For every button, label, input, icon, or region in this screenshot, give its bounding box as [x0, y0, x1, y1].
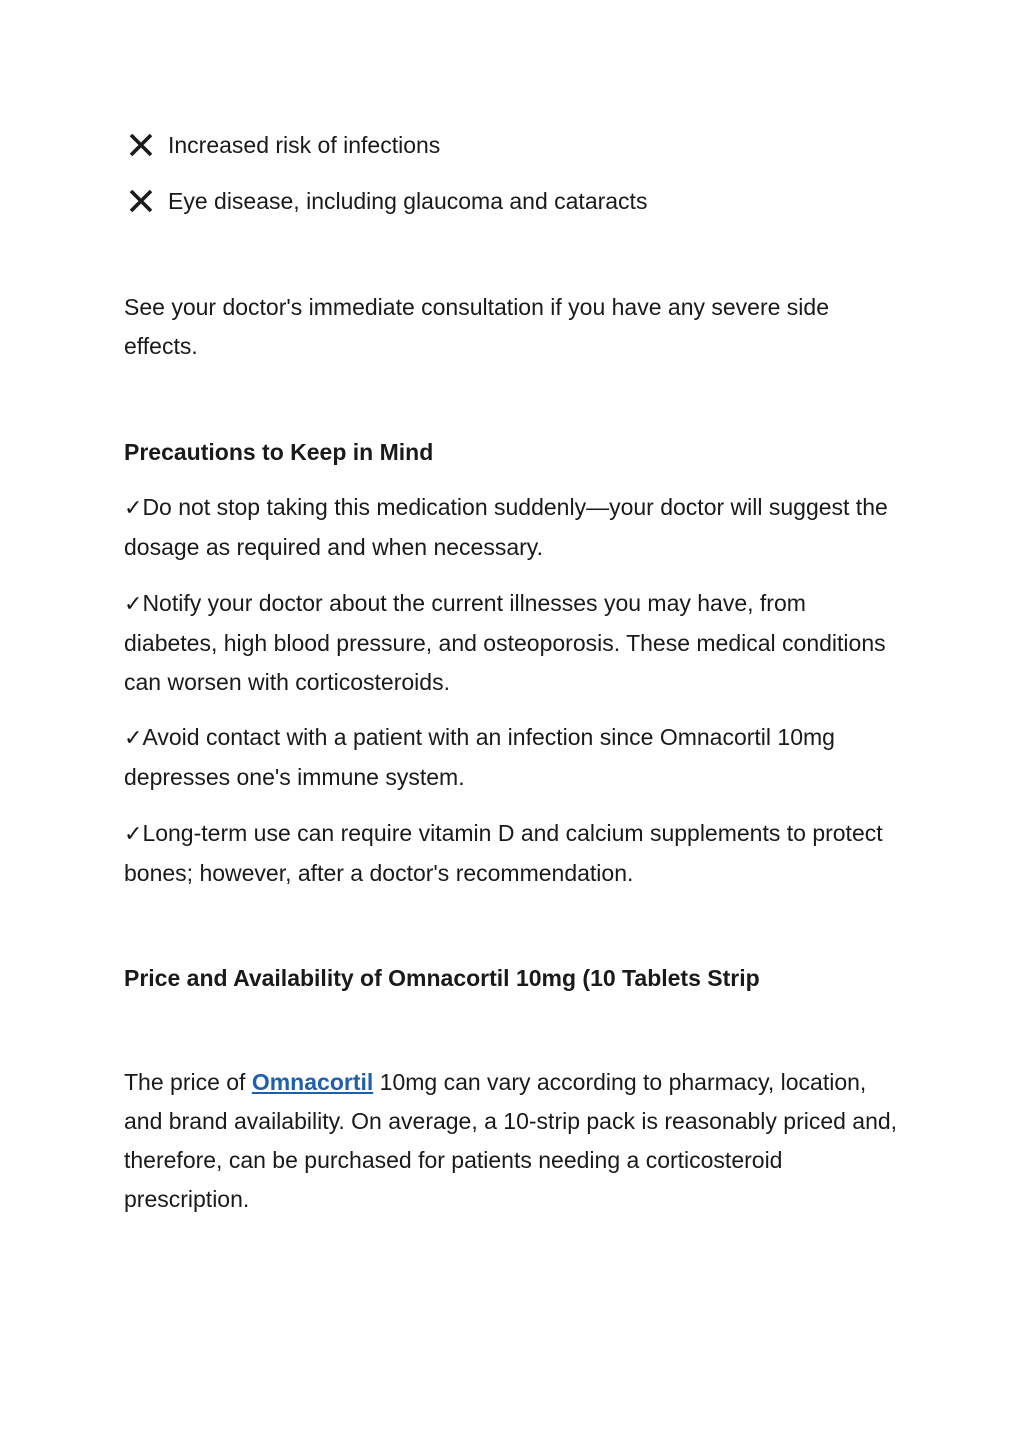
precaution-item [124, 488, 904, 567]
cross-mark-icon [128, 188, 154, 214]
precaution-text: Notify your doctor about the current illnesses you may have, from diabetes, high blood pressure, and osteoporosis. These medical conditions can worsen with corticosteroids. [124, 590, 886, 695]
precaution-item [124, 584, 904, 702]
precaution-text: Avoid contact with a patient with an infection since Omnacortil 10mg depresses one's immune system. [124, 724, 835, 790]
side-effect-text: Increased risk of infections [168, 132, 441, 158]
side-effect-item [128, 186, 647, 216]
precautions-heading: Precautions to Keep in Mind [124, 439, 434, 465]
precaution-text: Do not stop taking this medication suddenly—your doctor will suggest the dosage as required and when necessary. [124, 494, 888, 560]
check-mark-icon: ✓ [124, 726, 143, 751]
side-effect-item [128, 130, 440, 160]
price-heading: Price and Availability of Omnacortil 10mg (10 Tablets Strip [124, 965, 760, 991]
check-mark-icon: ✓ [124, 496, 143, 521]
price-text-before: The price of [124, 1069, 252, 1095]
check-mark-icon: ✓ [124, 592, 143, 617]
cross-mark-icon [128, 132, 154, 158]
consult-note: See your doctor's immediate consultation if you have any severe side effects. [124, 294, 829, 359]
precaution-item [124, 814, 904, 893]
precaution-item [124, 718, 904, 797]
side-effect-text: Eye disease, including glaucoma and cataracts [168, 188, 648, 214]
price-paragraph [124, 1063, 904, 1219]
omnacortil-link[interactable]: Omnacortil [251, 1069, 374, 1095]
check-mark-icon: ✓ [124, 822, 143, 847]
price-text-after: 10mg can vary according to pharmacy, location, and brand availability. On average, a 10-strip pack is reasonably priced and, therefore, can be purchased for patients needing a corticosteroid prescription. [124, 1069, 898, 1212]
precaution-text: Long-term use can require vitamin D and calcium supplements to protect bones; however, after a doctor's recommendation. [124, 820, 883, 886]
